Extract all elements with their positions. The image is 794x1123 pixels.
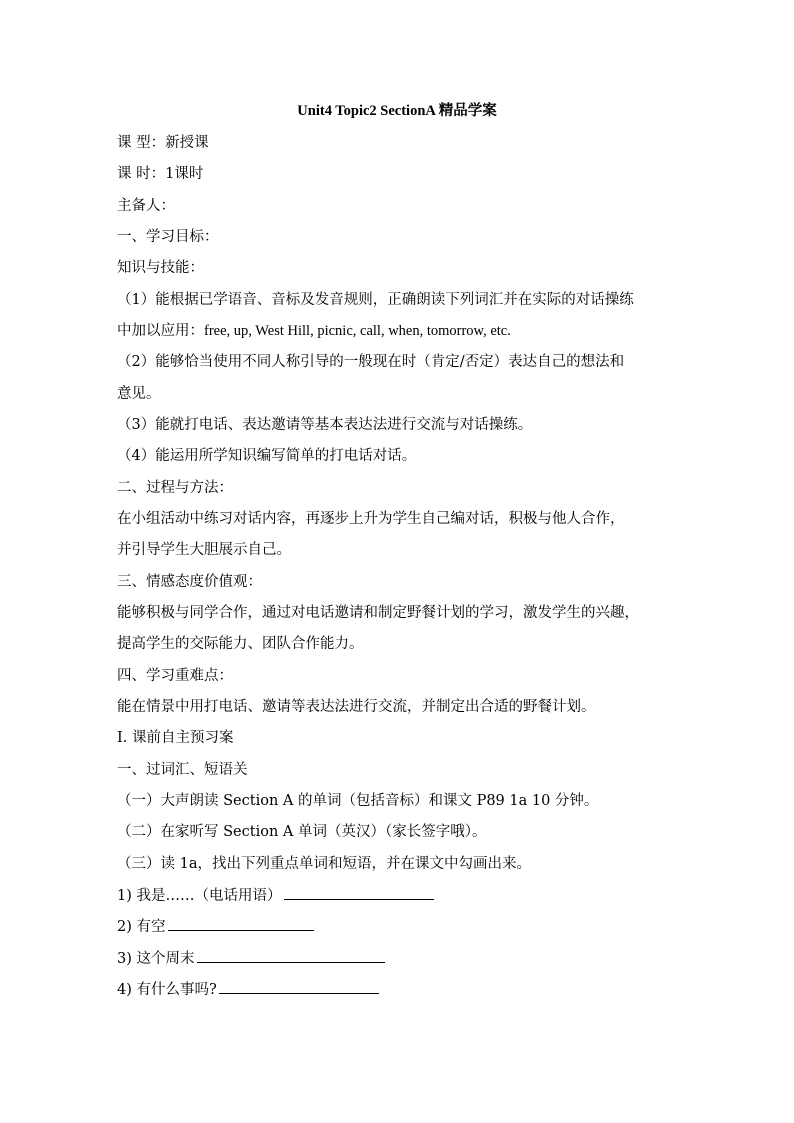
section-heading-attitude: 三、情感态度价值观：	[117, 574, 262, 590]
objective-3-line: （3）能就打电话、表达邀请等基本表达法进行交流与对话操练。	[117, 417, 533, 433]
course-type-line: 课 型：新授课	[117, 135, 209, 151]
preparer-line: 主备人：	[117, 198, 175, 214]
exercise-item	[117, 948, 385, 969]
section-heading-key-points: 四、学习重难点：	[117, 668, 233, 684]
answer-blank[interactable]	[284, 885, 434, 900]
section-heading-vocabulary: 一、过词汇、短语关	[117, 762, 248, 778]
answer-blank[interactable]	[168, 916, 314, 931]
answer-blank[interactable]	[219, 979, 379, 994]
objective-1-line-2: 中加以应用：free, up, West Hill, picnic, call, when, tomorrow, etc.	[117, 323, 511, 339]
section-heading-objectives: 一、学习目标：	[117, 229, 219, 245]
objective-1-line-1: （1）能根据已学语音、音标及发音规则，正确朗读下列词汇并在实际的对话操练	[117, 292, 634, 308]
attitude-text-line-2: 提高学生的交际能力、团队合作能力。	[117, 636, 364, 652]
part-heading-preview: I. 课前自主预习案	[117, 730, 234, 746]
vocab-task-3: （三）读 1a，找出下列重点单词和短语，并在课文中勾画出来。	[117, 856, 531, 872]
objective-2-line-1: （2）能够恰当使用不同人称引导的一般现在时（肯定/否定）表达自己的想法和	[117, 354, 625, 370]
exercise-label: 3) 这个周末	[117, 951, 195, 967]
objective-4-line: （4）能运用所学知识编写简单的打电话对话。	[117, 448, 417, 464]
document-title: Unit4 Topic2 SectionA 精品学案	[297, 103, 497, 119]
subheading-knowledge-skills: 知识与技能：	[117, 260, 204, 276]
exercise-item	[117, 885, 434, 906]
exercise-label: 2) 有空	[117, 919, 166, 935]
exercise-label: 1) 我是……（电话用语）	[117, 888, 282, 904]
answer-blank[interactable]	[197, 948, 385, 963]
key-points-text: 能在情景中用打电话、邀请等表达法进行交流，并制定出合适的野餐计划。	[117, 699, 596, 715]
exercise-item	[117, 916, 314, 937]
objective-2-line-2: 意见。	[117, 386, 161, 402]
process-text-line-2: 并引导学生大胆展示自己。	[117, 542, 291, 558]
section-heading-process: 二、过程与方法：	[117, 480, 233, 496]
course-hours-line: 课 时：1课时	[117, 166, 204, 182]
exercise-item	[117, 979, 379, 1000]
process-text-line-1: 在小组活动中练习对话内容，再逐步上升为学生自己编对话，积极与他人合作，	[117, 511, 625, 527]
attitude-text-line-1: 能够积极与同学合作，通过对电话邀请和制定野餐计划的学习，激发学生的兴趣，	[117, 605, 639, 621]
exercise-label: 4) 有什么事吗?	[117, 982, 217, 998]
vocab-task-2: （二）在家听写 Section A 单词（英汉）（家长签字哦）。	[117, 824, 487, 840]
vocab-task-1: （一）大声朗读 Section A 的单词（包括音标）和课文 P89 1a 10 分钟。	[117, 793, 599, 809]
